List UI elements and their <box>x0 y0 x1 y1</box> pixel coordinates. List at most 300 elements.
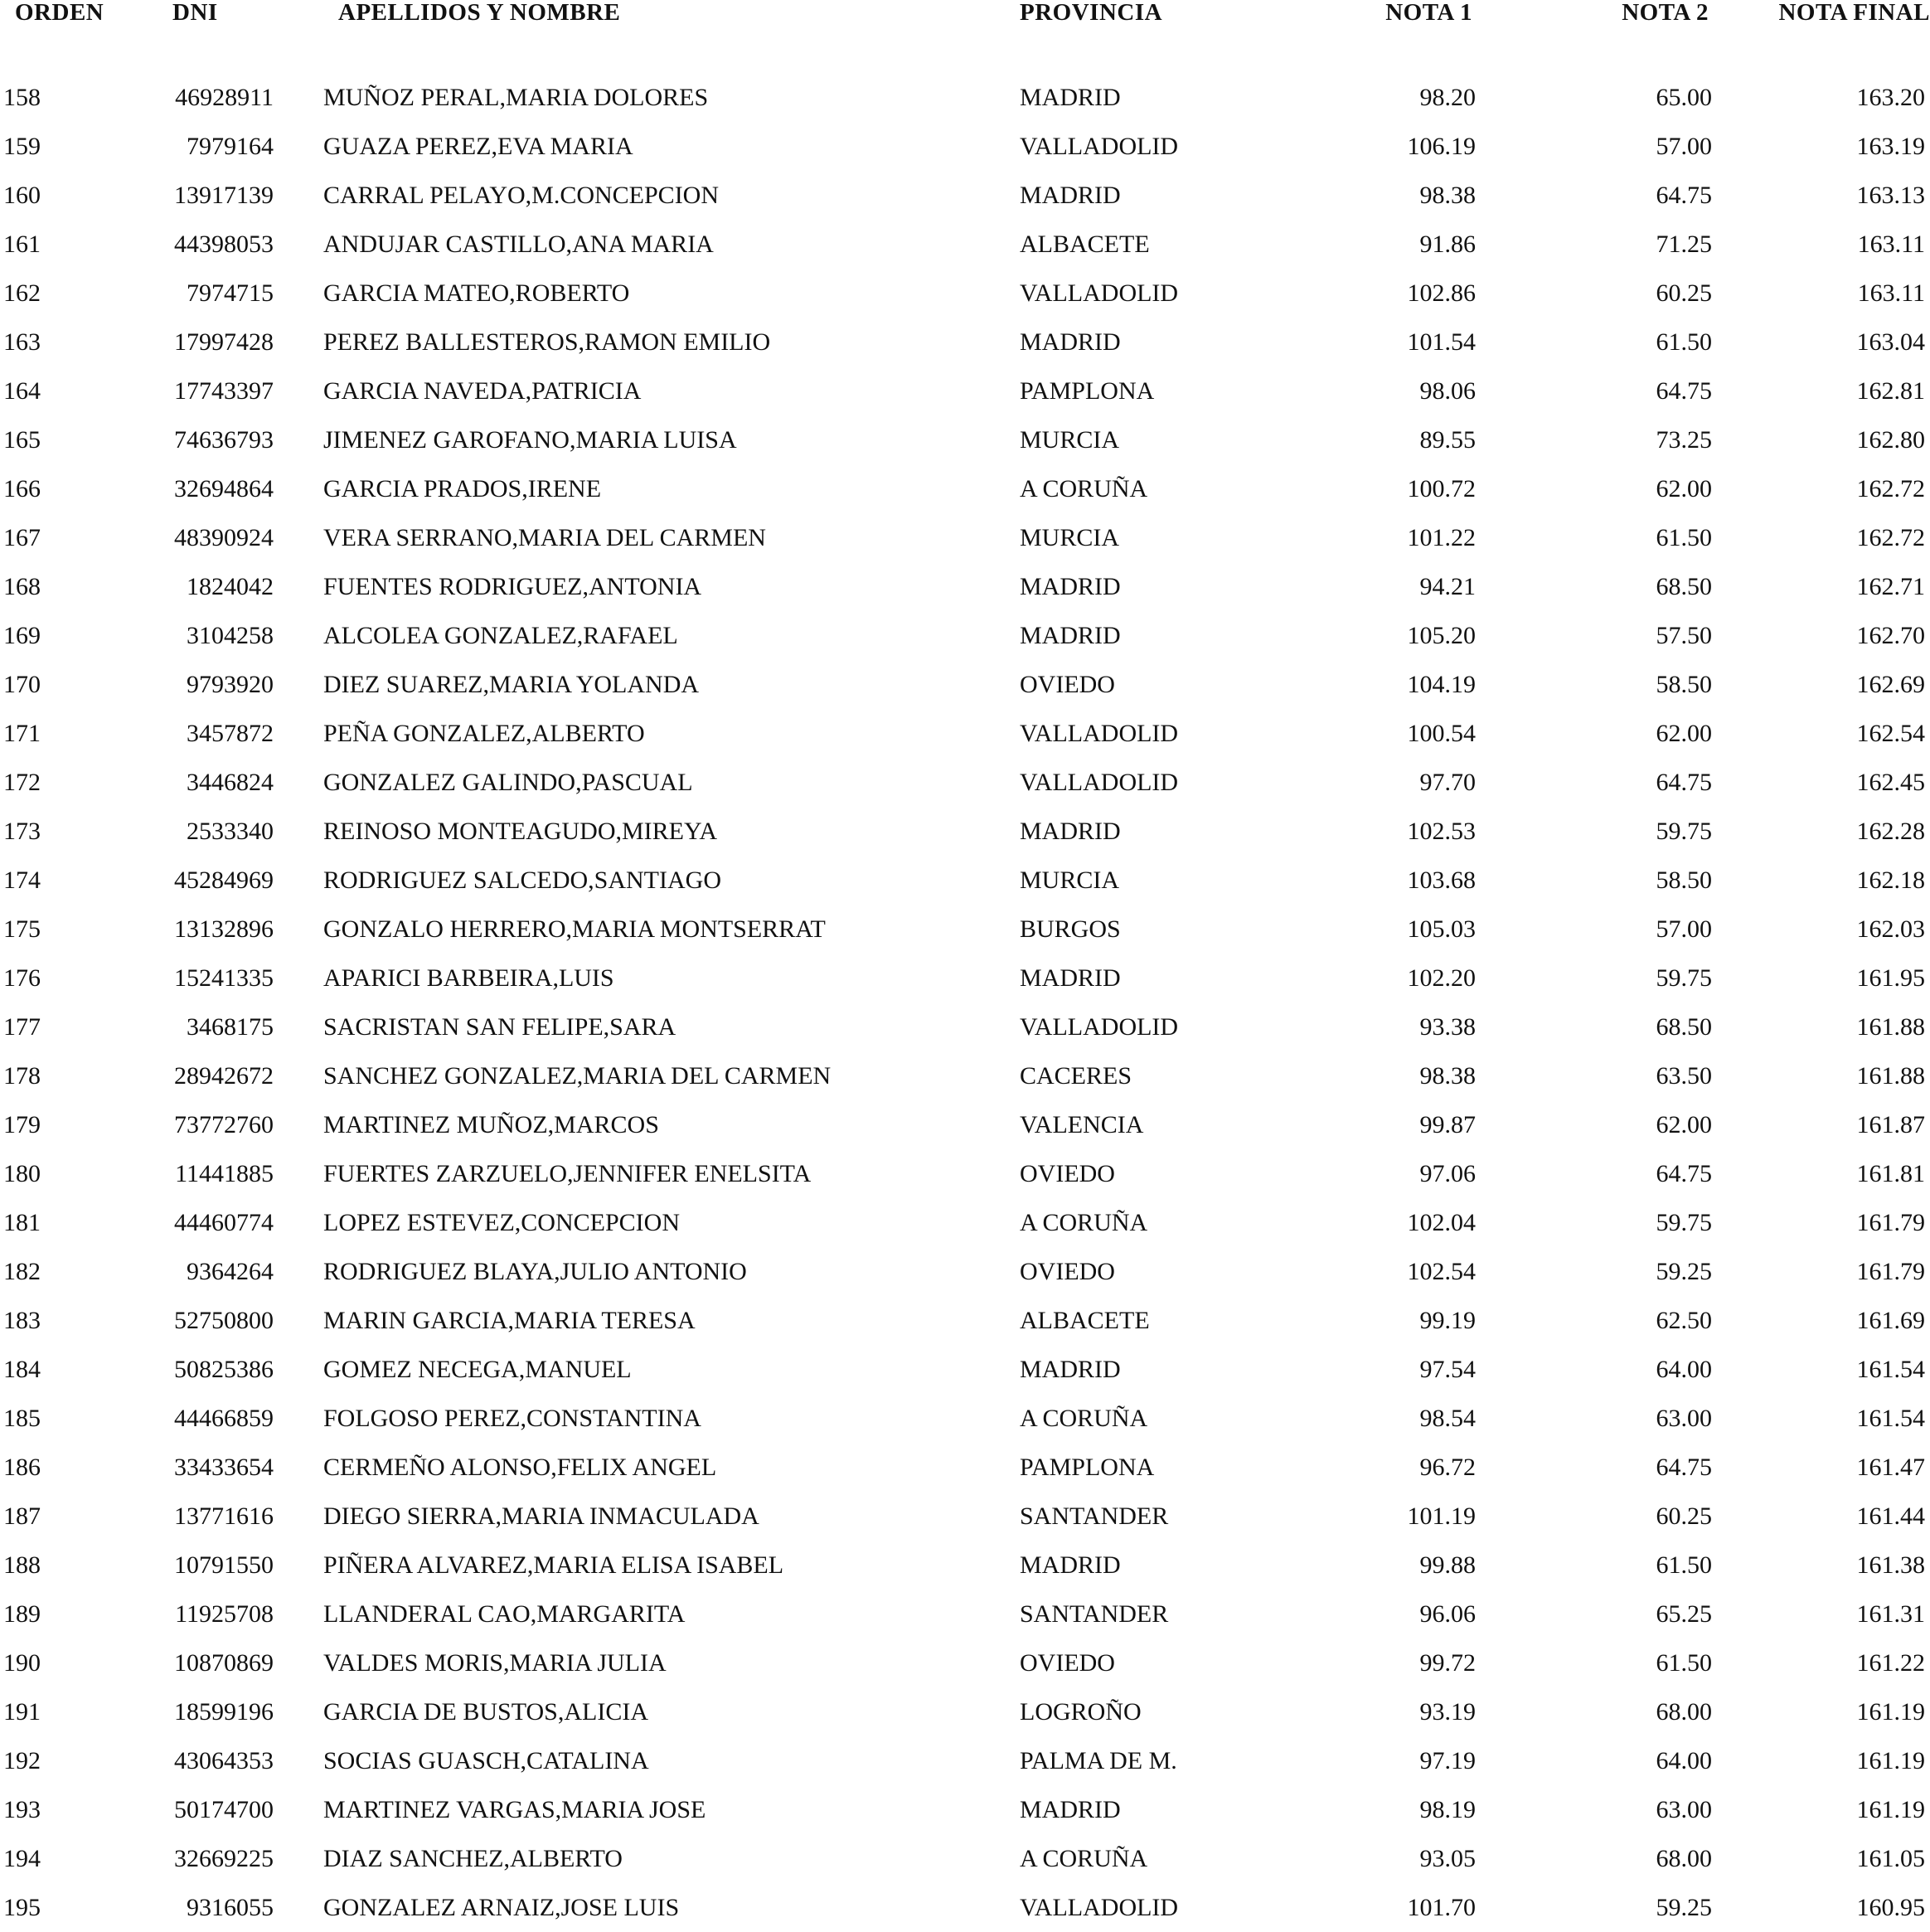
cell-nota1: 91.86 <box>1419 231 1476 258</box>
table-row <box>0 807 1930 856</box>
cell-nota2: 71.25 <box>1656 231 1712 258</box>
cell-orden: 162 <box>3 279 41 307</box>
cell-nota2: 62.00 <box>1656 1111 1712 1138</box>
cell-orden: 193 <box>3 1796 41 1823</box>
cell-nota1: 102.20 <box>1407 964 1476 992</box>
cell-nota1: 97.70 <box>1419 769 1476 796</box>
cell-spacer <box>274 171 323 220</box>
cell-spacer <box>274 856 323 905</box>
cell-nota1: 97.19 <box>1419 1747 1476 1774</box>
cell-nota-final: 162.80 <box>1856 426 1925 454</box>
cell-nombre: PEÑA GONZALEZ,ALBERTO <box>323 720 645 747</box>
header-nota-final: NOTA FINAL <box>1778 0 1930 26</box>
cell-provincia: MADRID <box>1020 818 1121 845</box>
cell-dni: 7974715 <box>187 279 274 307</box>
header-row <box>0 0 1930 73</box>
table-row <box>0 1492 1930 1541</box>
cell-nombre: RODRIGUEZ BLAYA,JULIO ANTONIO <box>323 1258 747 1285</box>
cell-nota2: 68.50 <box>1656 1013 1712 1041</box>
cell-orden: 194 <box>3 1845 41 1872</box>
cell-spacer <box>274 415 323 464</box>
cell-dni: 13132896 <box>174 915 274 943</box>
cell-orden: 168 <box>3 573 41 600</box>
cell-provincia: MADRID <box>1020 1356 1121 1383</box>
cell-nombre: LOPEZ ESTEVEZ,CONCEPCION <box>323 1209 680 1236</box>
cell-provincia: A CORUÑA <box>1020 475 1148 502</box>
cell-provincia: PALMA DE M. <box>1020 1747 1177 1774</box>
cell-spacer <box>274 513 323 562</box>
cell-nombre: SANCHEZ GONZALEZ,MARIA DEL CARMEN <box>323 1062 832 1090</box>
cell-spacer <box>274 366 323 415</box>
cell-nota2: 62.00 <box>1656 475 1712 502</box>
cell-spacer <box>274 1638 323 1687</box>
cell-nombre: GONZALEZ ARNAIZ,JOSE LUIS <box>323 1894 680 1921</box>
cell-nota1: 102.04 <box>1407 1209 1476 1236</box>
table-row <box>0 122 1930 171</box>
cell-provincia: MADRID <box>1020 1796 1121 1823</box>
table-row <box>0 1247 1930 1296</box>
cell-orden: 191 <box>3 1698 41 1726</box>
cell-nota1: 99.72 <box>1419 1649 1476 1677</box>
cell-nota2: 57.50 <box>1656 622 1712 649</box>
cell-provincia: CACERES <box>1020 1062 1132 1090</box>
cell-dni: 73772760 <box>174 1111 274 1138</box>
cell-spacer <box>274 1345 323 1394</box>
cell-nota-final: 161.31 <box>1856 1600 1925 1628</box>
cell-nota-final: 161.88 <box>1856 1013 1925 1041</box>
cell-nota-final: 161.05 <box>1856 1845 1925 1872</box>
cell-nota1: 93.38 <box>1419 1013 1476 1041</box>
cell-provincia: VALLADOLID <box>1020 1013 1179 1041</box>
cell-dni: 3104258 <box>187 622 274 649</box>
cell-nota-final: 161.87 <box>1856 1111 1925 1138</box>
cell-orden: 174 <box>3 866 41 894</box>
cell-provincia: VALLADOLID <box>1020 279 1179 307</box>
cell-provincia: ALBACETE <box>1020 1307 1150 1334</box>
cell-nota1: 102.54 <box>1407 1258 1476 1285</box>
cell-dni: 44398053 <box>174 231 274 258</box>
cell-nota2: 58.50 <box>1656 866 1712 894</box>
cell-nota2: 57.00 <box>1656 133 1712 160</box>
cell-orden: 159 <box>3 133 41 160</box>
cell-dni: 13917139 <box>174 182 274 209</box>
cell-provincia: PAMPLONA <box>1020 377 1155 405</box>
cell-nota-final: 161.19 <box>1856 1747 1925 1774</box>
table-row <box>0 73 1930 122</box>
cell-nota-final: 163.11 <box>1857 279 1925 307</box>
table-row <box>0 1541 1930 1590</box>
cell-nota2: 64.00 <box>1656 1747 1712 1774</box>
cell-nota-final: 162.54 <box>1856 720 1925 747</box>
cell-nota2: 68.00 <box>1656 1845 1712 1872</box>
cell-nota2: 68.50 <box>1656 573 1712 600</box>
cell-nota2: 73.25 <box>1656 426 1712 454</box>
cell-nota-final: 162.18 <box>1856 866 1925 894</box>
header-provincia: PROVINCIA <box>1020 0 1163 26</box>
cell-spacer <box>274 122 323 171</box>
cell-provincia: MURCIA <box>1020 426 1120 454</box>
cell-dni: 18599196 <box>174 1698 274 1726</box>
table-row <box>0 1736 1930 1785</box>
cell-orden: 165 <box>3 426 41 454</box>
cell-nota-final: 161.38 <box>1856 1551 1925 1579</box>
cell-spacer <box>274 1736 323 1785</box>
cell-nota2: 60.25 <box>1656 1502 1712 1530</box>
cell-nota2: 61.50 <box>1656 1551 1712 1579</box>
cell-orden: 182 <box>3 1258 41 1285</box>
table-row <box>0 464 1930 513</box>
cell-nota1: 106.19 <box>1407 133 1476 160</box>
cell-nombre: RODRIGUEZ SALCEDO,SANTIAGO <box>323 866 721 894</box>
cell-nombre: GARCIA MATEO,ROBERTO <box>323 279 630 307</box>
header-dni: DNI <box>172 0 218 26</box>
cell-provincia: OVIEDO <box>1020 671 1115 698</box>
cell-nota2: 60.25 <box>1656 279 1712 307</box>
cell-dni: 2533340 <box>187 818 274 845</box>
cell-dni: 10791550 <box>174 1551 274 1579</box>
cell-nota-final: 160.95 <box>1856 1894 1925 1921</box>
cell-provincia: VALLADOLID <box>1020 769 1179 796</box>
table-row <box>0 905 1930 954</box>
table-row <box>0 758 1930 807</box>
table-row <box>0 366 1930 415</box>
cell-provincia: ALBACETE <box>1020 231 1150 258</box>
table-body <box>0 73 1930 1932</box>
cell-nombre: CERMEÑO ALONSO,FELIX ANGEL <box>323 1454 717 1481</box>
cell-orden: 183 <box>3 1307 41 1334</box>
cell-nombre: SACRISTAN SAN FELIPE,SARA <box>323 1013 676 1041</box>
cell-nombre: MARTINEZ VARGAS,MARIA JOSE <box>323 1796 706 1823</box>
cell-nota2: 58.50 <box>1656 671 1712 698</box>
cell-nota1: 104.19 <box>1407 671 1476 698</box>
cell-nota2: 65.00 <box>1656 84 1712 111</box>
cell-nombre: GONZALEZ GALINDO,PASCUAL <box>323 769 693 796</box>
table-row <box>0 709 1930 758</box>
cell-nombre: VALDES MORIS,MARIA JULIA <box>323 1649 667 1677</box>
cell-nota-final: 161.19 <box>1856 1698 1925 1726</box>
cell-nota-final: 161.79 <box>1856 1209 1925 1236</box>
cell-nota1: 105.20 <box>1407 622 1476 649</box>
cell-spacer <box>274 1051 323 1100</box>
cell-nombre: SOCIAS GUASCH,CATALINA <box>323 1747 649 1774</box>
cell-orden: 177 <box>3 1013 41 1041</box>
cell-spacer <box>274 660 323 709</box>
cell-dni: 44466859 <box>174 1405 274 1432</box>
cell-nombre: DIAZ SANCHEZ,ALBERTO <box>323 1845 623 1872</box>
cell-dni: 15241335 <box>174 964 274 992</box>
table-row <box>0 611 1930 660</box>
cell-provincia: PAMPLONA <box>1020 1454 1155 1481</box>
cell-orden: 179 <box>3 1111 41 1138</box>
cell-orden: 176 <box>3 964 41 992</box>
cell-spacer <box>274 1883 323 1932</box>
cell-provincia: A CORUÑA <box>1020 1405 1148 1432</box>
cell-orden: 178 <box>3 1062 41 1090</box>
table-row <box>0 415 1930 464</box>
cell-nota-final: 162.81 <box>1856 377 1925 405</box>
cell-nota1: 93.05 <box>1419 1845 1476 1872</box>
cell-nota1: 101.54 <box>1407 328 1476 356</box>
cell-nota2: 64.75 <box>1656 1160 1712 1187</box>
cell-nota1: 97.06 <box>1419 1160 1476 1187</box>
table-row <box>0 269 1930 318</box>
cell-nota2: 63.00 <box>1656 1405 1712 1432</box>
cell-orden: 166 <box>3 475 41 502</box>
cell-nota2: 63.50 <box>1656 1062 1712 1090</box>
cell-dni: 28942672 <box>174 1062 274 1090</box>
cell-orden: 163 <box>3 328 41 356</box>
table-row <box>0 318 1930 366</box>
cell-spacer <box>274 709 323 758</box>
header-nota2: NOTA 2 <box>1622 0 1709 26</box>
cell-nota-final: 161.81 <box>1856 1160 1925 1187</box>
cell-provincia: MADRID <box>1020 182 1121 209</box>
cell-provincia: VALLADOLID <box>1020 133 1179 160</box>
table-row <box>0 1100 1930 1149</box>
cell-nota1: 102.86 <box>1407 279 1476 307</box>
cell-nota-final: 161.54 <box>1856 1356 1925 1383</box>
cell-dni: 48390924 <box>174 524 274 551</box>
table-row <box>0 1785 1930 1834</box>
cell-spacer <box>274 464 323 513</box>
table-row <box>0 1296 1930 1345</box>
cell-nota1: 89.55 <box>1419 426 1476 454</box>
cell-nota-final: 161.79 <box>1856 1258 1925 1285</box>
cell-nombre: GOMEZ NECEGA,MANUEL <box>323 1356 632 1383</box>
cell-orden: 192 <box>3 1747 41 1774</box>
table-row <box>0 562 1930 611</box>
cell-nombre: VERA SERRANO,MARIA DEL CARMEN <box>323 524 766 551</box>
cell-nota-final: 163.19 <box>1856 133 1925 160</box>
cell-nota-final: 161.22 <box>1856 1649 1925 1677</box>
cell-nombre: JIMENEZ GAROFANO,MARIA LUISA <box>323 426 737 454</box>
cell-provincia: MADRID <box>1020 328 1121 356</box>
cell-dni: 46928911 <box>175 84 274 111</box>
cell-nota1: 96.72 <box>1419 1454 1476 1481</box>
cell-nota1: 99.87 <box>1419 1111 1476 1138</box>
cell-nombre: REINOSO MONTEAGUDO,MIREYA <box>323 818 717 845</box>
cell-spacer <box>274 1149 323 1198</box>
cell-nota1: 98.38 <box>1419 182 1476 209</box>
header-spacer <box>274 0 323 73</box>
cell-dni: 44460774 <box>174 1209 274 1236</box>
cell-nombre: GONZALO HERRERO,MARIA MONTSERRAT <box>323 915 826 943</box>
cell-orden: 186 <box>3 1454 41 1481</box>
cell-nota2: 61.50 <box>1656 524 1712 551</box>
cell-nota2: 64.00 <box>1656 1356 1712 1383</box>
cell-nota1: 96.06 <box>1419 1600 1476 1628</box>
cell-nota-final: 162.72 <box>1856 475 1925 502</box>
cell-spacer <box>274 758 323 807</box>
cell-nota-final: 161.69 <box>1856 1307 1925 1334</box>
table-row <box>0 660 1930 709</box>
cell-nota-final: 163.04 <box>1856 328 1925 356</box>
cell-nombre: MUÑOZ PERAL,MARIA DOLORES <box>323 84 709 111</box>
cell-spacer <box>274 1394 323 1443</box>
cell-nombre: GUAZA PEREZ,EVA MARIA <box>323 133 633 160</box>
cell-provincia: LOGROÑO <box>1020 1698 1142 1726</box>
cell-nota-final: 161.19 <box>1856 1796 1925 1823</box>
cell-provincia: OVIEDO <box>1020 1258 1115 1285</box>
cell-nota2: 64.75 <box>1656 769 1712 796</box>
cell-provincia: MADRID <box>1020 1551 1121 1579</box>
table-row <box>0 1638 1930 1687</box>
cell-dni: 52750800 <box>174 1307 274 1334</box>
cell-nota1: 100.72 <box>1407 475 1476 502</box>
table-row <box>0 1687 1930 1736</box>
table-row <box>0 1002 1930 1051</box>
cell-provincia: BURGOS <box>1020 915 1121 943</box>
cell-spacer <box>274 318 323 366</box>
cell-provincia: MADRID <box>1020 622 1121 649</box>
cell-dni: 7979164 <box>187 133 274 160</box>
cell-nota2: 61.50 <box>1656 328 1712 356</box>
cell-dni: 50174700 <box>174 1796 274 1823</box>
cell-orden: 187 <box>3 1502 41 1530</box>
cell-spacer <box>274 1785 323 1834</box>
cell-nombre: PEREZ BALLESTEROS,RAMON EMILIO <box>323 328 771 356</box>
cell-spacer <box>274 1443 323 1492</box>
cell-nota2: 59.75 <box>1656 1209 1712 1236</box>
cell-spacer <box>274 1590 323 1638</box>
cell-nombre: ANDUJAR CASTILLO,ANA MARIA <box>323 231 714 258</box>
cell-orden: 160 <box>3 182 41 209</box>
cell-spacer <box>274 611 323 660</box>
table-row <box>0 1834 1930 1883</box>
cell-orden: 158 <box>3 84 41 111</box>
cell-provincia: VALLADOLID <box>1020 1894 1179 1921</box>
cell-provincia: SANTANDER <box>1020 1600 1169 1628</box>
cell-nota1: 101.19 <box>1407 1502 1476 1530</box>
cell-provincia: A CORUÑA <box>1020 1209 1148 1236</box>
cell-nota1: 94.21 <box>1419 573 1476 600</box>
cell-dni: 32694864 <box>174 475 274 502</box>
table-row <box>0 1198 1930 1247</box>
cell-provincia: MURCIA <box>1020 524 1120 551</box>
cell-dni: 74636793 <box>174 426 274 454</box>
cell-nombre: FOLGOSO PEREZ,CONSTANTINA <box>323 1405 701 1432</box>
cell-spacer <box>274 562 323 611</box>
cell-dni: 11925708 <box>175 1600 274 1628</box>
table-row <box>0 220 1930 269</box>
cell-spacer <box>274 1247 323 1296</box>
cell-nota2: 61.50 <box>1656 1649 1712 1677</box>
cell-spacer <box>274 1002 323 1051</box>
cell-nota2: 64.75 <box>1656 377 1712 405</box>
cell-nota2: 65.25 <box>1656 1600 1712 1628</box>
cell-provincia: OVIEDO <box>1020 1160 1115 1187</box>
cell-nota-final: 161.47 <box>1856 1454 1925 1481</box>
cell-dni: 10870869 <box>174 1649 274 1677</box>
cell-spacer <box>274 220 323 269</box>
cell-dni: 3468175 <box>187 1013 274 1041</box>
cell-nota2: 59.75 <box>1656 818 1712 845</box>
cell-dni: 1824042 <box>187 573 274 600</box>
cell-spacer <box>274 905 323 954</box>
cell-nota2: 62.50 <box>1656 1307 1712 1334</box>
cell-orden: 173 <box>3 818 41 845</box>
cell-nota-final: 161.54 <box>1856 1405 1925 1432</box>
table-row <box>0 1345 1930 1394</box>
cell-nombre: DIEZ SUAREZ,MARIA YOLANDA <box>323 671 700 698</box>
cell-nota-final: 162.69 <box>1856 671 1925 698</box>
cell-orden: 172 <box>3 769 41 796</box>
table-row <box>0 954 1930 1002</box>
cell-dni: 3446824 <box>187 769 274 796</box>
table-row <box>0 1149 1930 1198</box>
cell-nota1: 101.22 <box>1407 524 1476 551</box>
cell-nota1: 100.54 <box>1407 720 1476 747</box>
cell-provincia: A CORUÑA <box>1020 1845 1148 1872</box>
cell-spacer <box>274 1541 323 1590</box>
cell-nota2: 59.75 <box>1656 964 1712 992</box>
cell-orden: 164 <box>3 377 41 405</box>
cell-nota1: 98.06 <box>1419 377 1476 405</box>
cell-nombre: GARCIA PRADOS,IRENE <box>323 475 602 502</box>
cell-nombre: MARIN GARCIA,MARIA TERESA <box>323 1307 696 1334</box>
cell-nota2: 63.00 <box>1656 1796 1712 1823</box>
cell-nombre: CARRAL PELAYO,M.CONCEPCION <box>323 182 720 209</box>
cell-orden: 185 <box>3 1405 41 1432</box>
cell-nombre: APARICI BARBEIRA,LUIS <box>323 964 614 992</box>
cell-spacer <box>274 73 323 122</box>
table-row <box>0 513 1930 562</box>
cell-dni: 17743397 <box>174 377 274 405</box>
cell-nota1: 98.38 <box>1419 1062 1476 1090</box>
header-nombre: APELLIDOS Y NOMBRE <box>338 0 621 26</box>
cell-orden: 181 <box>3 1209 41 1236</box>
cell-orden: 169 <box>3 622 41 649</box>
cell-provincia: MURCIA <box>1020 866 1120 894</box>
header-orden: ORDEN <box>15 0 104 26</box>
table-row <box>0 171 1930 220</box>
cell-nota1: 102.53 <box>1407 818 1476 845</box>
cell-nota-final: 161.44 <box>1856 1502 1925 1530</box>
cell-orden: 184 <box>3 1356 41 1383</box>
cell-nombre: GARCIA DE BUSTOS,ALICIA <box>323 1698 648 1726</box>
cell-dni: 13771616 <box>174 1502 274 1530</box>
cell-orden: 171 <box>3 720 41 747</box>
cell-orden: 195 <box>3 1894 41 1921</box>
cell-dni: 33433654 <box>174 1454 274 1481</box>
cell-nota-final: 162.03 <box>1856 915 1925 943</box>
cell-nota1: 98.19 <box>1419 1796 1476 1823</box>
cell-nombre: LLANDERAL CAO,MARGARITA <box>323 1600 686 1628</box>
cell-nota1: 99.19 <box>1419 1307 1476 1334</box>
table-row <box>0 1883 1930 1932</box>
table-row <box>0 1394 1930 1443</box>
table-row <box>0 856 1930 905</box>
cell-nota2: 59.25 <box>1656 1894 1712 1921</box>
cell-nota-final: 162.28 <box>1856 818 1925 845</box>
table-row <box>0 1443 1930 1492</box>
cell-nombre: PIÑERA ALVAREZ,MARIA ELISA ISABEL <box>323 1551 784 1579</box>
cell-nota2: 57.00 <box>1656 915 1712 943</box>
cell-nota-final: 161.95 <box>1856 964 1925 992</box>
cell-nota1: 98.20 <box>1419 84 1476 111</box>
cell-nota1: 103.68 <box>1407 866 1476 894</box>
cell-dni: 50825386 <box>174 1356 274 1383</box>
cell-provincia: OVIEDO <box>1020 1649 1115 1677</box>
cell-spacer <box>274 807 323 856</box>
cell-nota-final: 162.72 <box>1856 524 1925 551</box>
cell-nombre: ALCOLEA GONZALEZ,RAFAEL <box>323 622 678 649</box>
cell-dni: 17997428 <box>174 328 274 356</box>
cell-orden: 167 <box>3 524 41 551</box>
cell-nota1: 97.54 <box>1419 1356 1476 1383</box>
cell-spacer <box>274 1492 323 1541</box>
cell-orden: 190 <box>3 1649 41 1677</box>
